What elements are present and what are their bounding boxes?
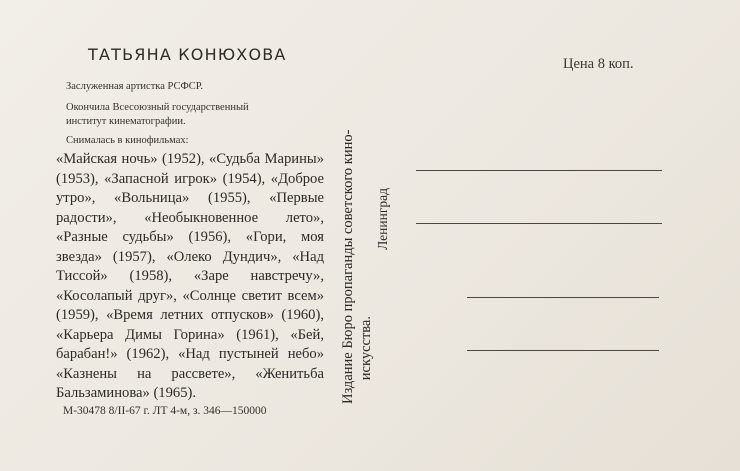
films-heading: Снималась в кинофильмах: (66, 135, 189, 146)
publisher-line-1: Издание Бюро пропаганды советского кино- (340, 129, 356, 404)
address-line (467, 350, 659, 351)
address-line (416, 223, 662, 224)
address-line (416, 170, 662, 171)
films-list: «Майская ночь» (1952), «Судьба Марины» (1953), «Запасной игрок» (1954), «Доброе утро», «Вольница» (1955), «Первые радости», «Необыкновенное лето», «Разные судьбы» (1956), «Гори, моя звезда» (1957), «Олеко Дундич», «Над Тиссой» (1958), «Заре навстречу», «Косолапый друг», «Солнце светит всем» (1959), «Время летних отпусков» (1960), «Карьера Димы Горина» (1961), «Бей, барабан!» (1962), «Над пустыней небо» «Казнены на рассвете», «Женитьба Бальзаминова» (1965). (56, 151, 324, 401)
publisher-line-2: искусства. (358, 316, 374, 381)
publisher-city: Ленинград (375, 188, 390, 250)
actress-name: ТАТЬЯНА КОНЮХОВА (88, 45, 287, 64)
print-info: М-30478 8/II-67 г. ЛТ 4-м, з. 346—150000 (63, 405, 267, 417)
honorary-title: Заслуженная артистка РСФСР. (66, 81, 203, 92)
address-line (467, 297, 659, 298)
education-text: Окончила Всесоюзный государственный институт кинематографии. (66, 102, 249, 127)
price-label: Цена 8 коп. (563, 56, 634, 72)
